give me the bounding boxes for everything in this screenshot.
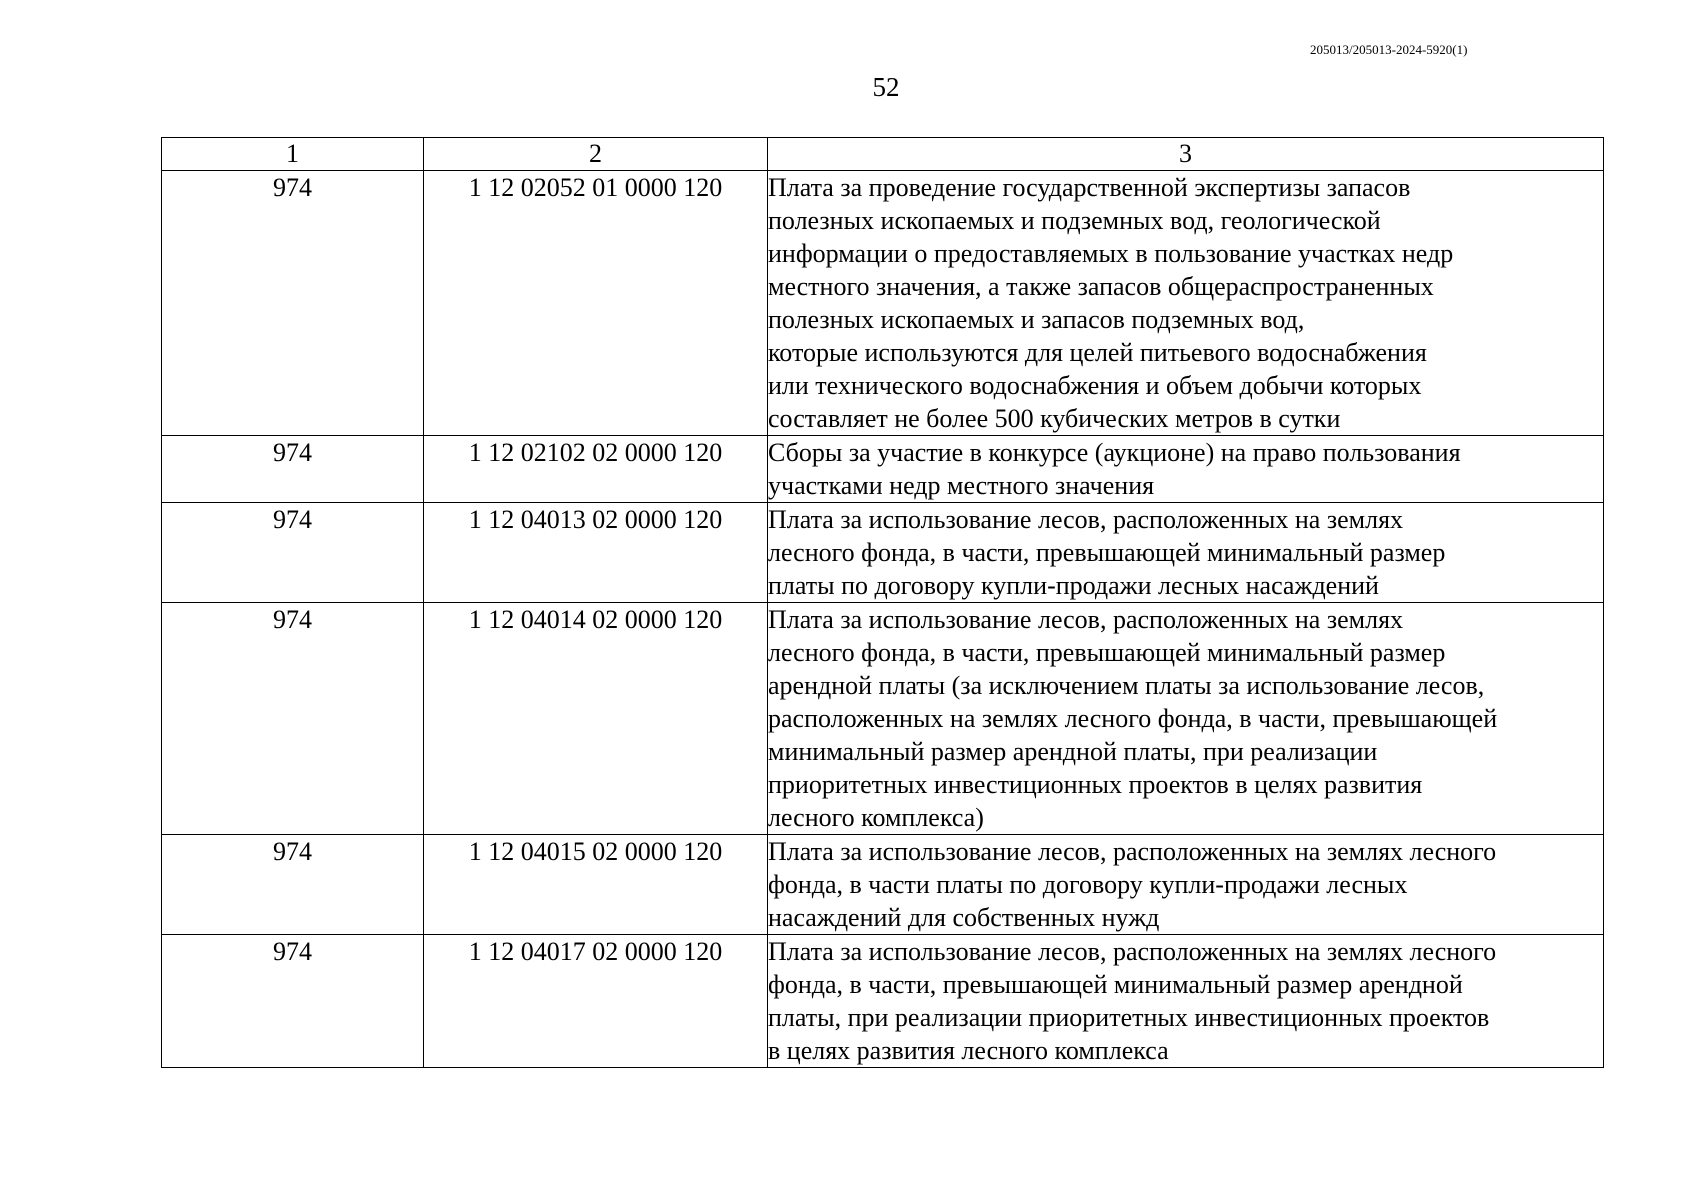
admin-code-cell: 974 bbox=[162, 835, 424, 935]
kbk-code-cell: 1 12 04014 02 0000 120 bbox=[424, 603, 768, 835]
admin-code-cell: 974 bbox=[162, 935, 424, 1068]
revenue-codes-table bbox=[161, 137, 1604, 1068]
description-cell: Плата за использование лесов, расположенных на землях лесного фонда, в части, превышающей минимальный размер платы по договору купли-продажи лесных насаждений bbox=[768, 503, 1604, 603]
column-header-3: 3 bbox=[768, 138, 1604, 171]
description-cell: Плата за проведение государственной экспертизы запасов полезных ископаемых и подземных вод, геологической информации о предоставляемых в пользование участках недр местного значения, а также запасов общераспространенных полезных ископаемых и запасов подземных вод, которые используются для целей питьевого водоснабжения или технического водоснабжения и объем добычи которых составляет не более 500 кубических метров в сутки bbox=[768, 171, 1604, 436]
kbk-code-cell: 1 12 04013 02 0000 120 bbox=[424, 503, 768, 603]
table-row bbox=[162, 436, 1604, 503]
table-row bbox=[162, 171, 1604, 436]
admin-code-cell: 974 bbox=[162, 503, 424, 603]
description-cell: Плата за использование лесов, расположенных на землях лесного фонда, в части платы по договору купли-продажи лесных насаждений для собственных нужд bbox=[768, 835, 1604, 935]
description-cell: Плата за использование лесов, расположенных на землях лесного фонда, в части, превышающей минимальный размер арендной платы, при реализации приоритетных инвестиционных проектов в целях развития лесного комплекса bbox=[768, 935, 1604, 1068]
table-row bbox=[162, 503, 1604, 603]
description-cell: Плата за использование лесов, расположенных на землях лесного фонда, в части, превышающей минимальный размер арендной платы (за исключением платы за использование лесов, расположенных на землях лесного фонда, в части, превышающей минимальный размер арендной платы, при реализации приоритетных инвестиционных проектов в целях развития лесного комплекса) bbox=[768, 603, 1604, 835]
admin-code-cell: 974 bbox=[162, 436, 424, 503]
table-row bbox=[162, 835, 1604, 935]
column-header-1: 1 bbox=[162, 138, 424, 171]
column-header-2: 2 bbox=[424, 138, 768, 171]
admin-code-cell: 974 bbox=[162, 603, 424, 835]
kbk-code-cell: 1 12 02052 01 0000 120 bbox=[424, 171, 768, 436]
table-row bbox=[162, 935, 1604, 1068]
page-number: 52 bbox=[872, 72, 900, 102]
kbk-code-cell: 1 12 02102 02 0000 120 bbox=[424, 436, 768, 503]
description-cell: Сборы за участие в конкурсе (аукционе) на право пользования участками недр местного значения bbox=[768, 436, 1604, 503]
kbk-code-cell: 1 12 04017 02 0000 120 bbox=[424, 935, 768, 1068]
kbk-code-cell: 1 12 04015 02 0000 120 bbox=[424, 835, 768, 935]
document-id: 205013/205013-2024-5920(1) bbox=[1310, 42, 1468, 57]
table-header-row bbox=[162, 138, 1604, 171]
admin-code-cell: 974 bbox=[162, 171, 424, 436]
table-row bbox=[162, 603, 1604, 835]
